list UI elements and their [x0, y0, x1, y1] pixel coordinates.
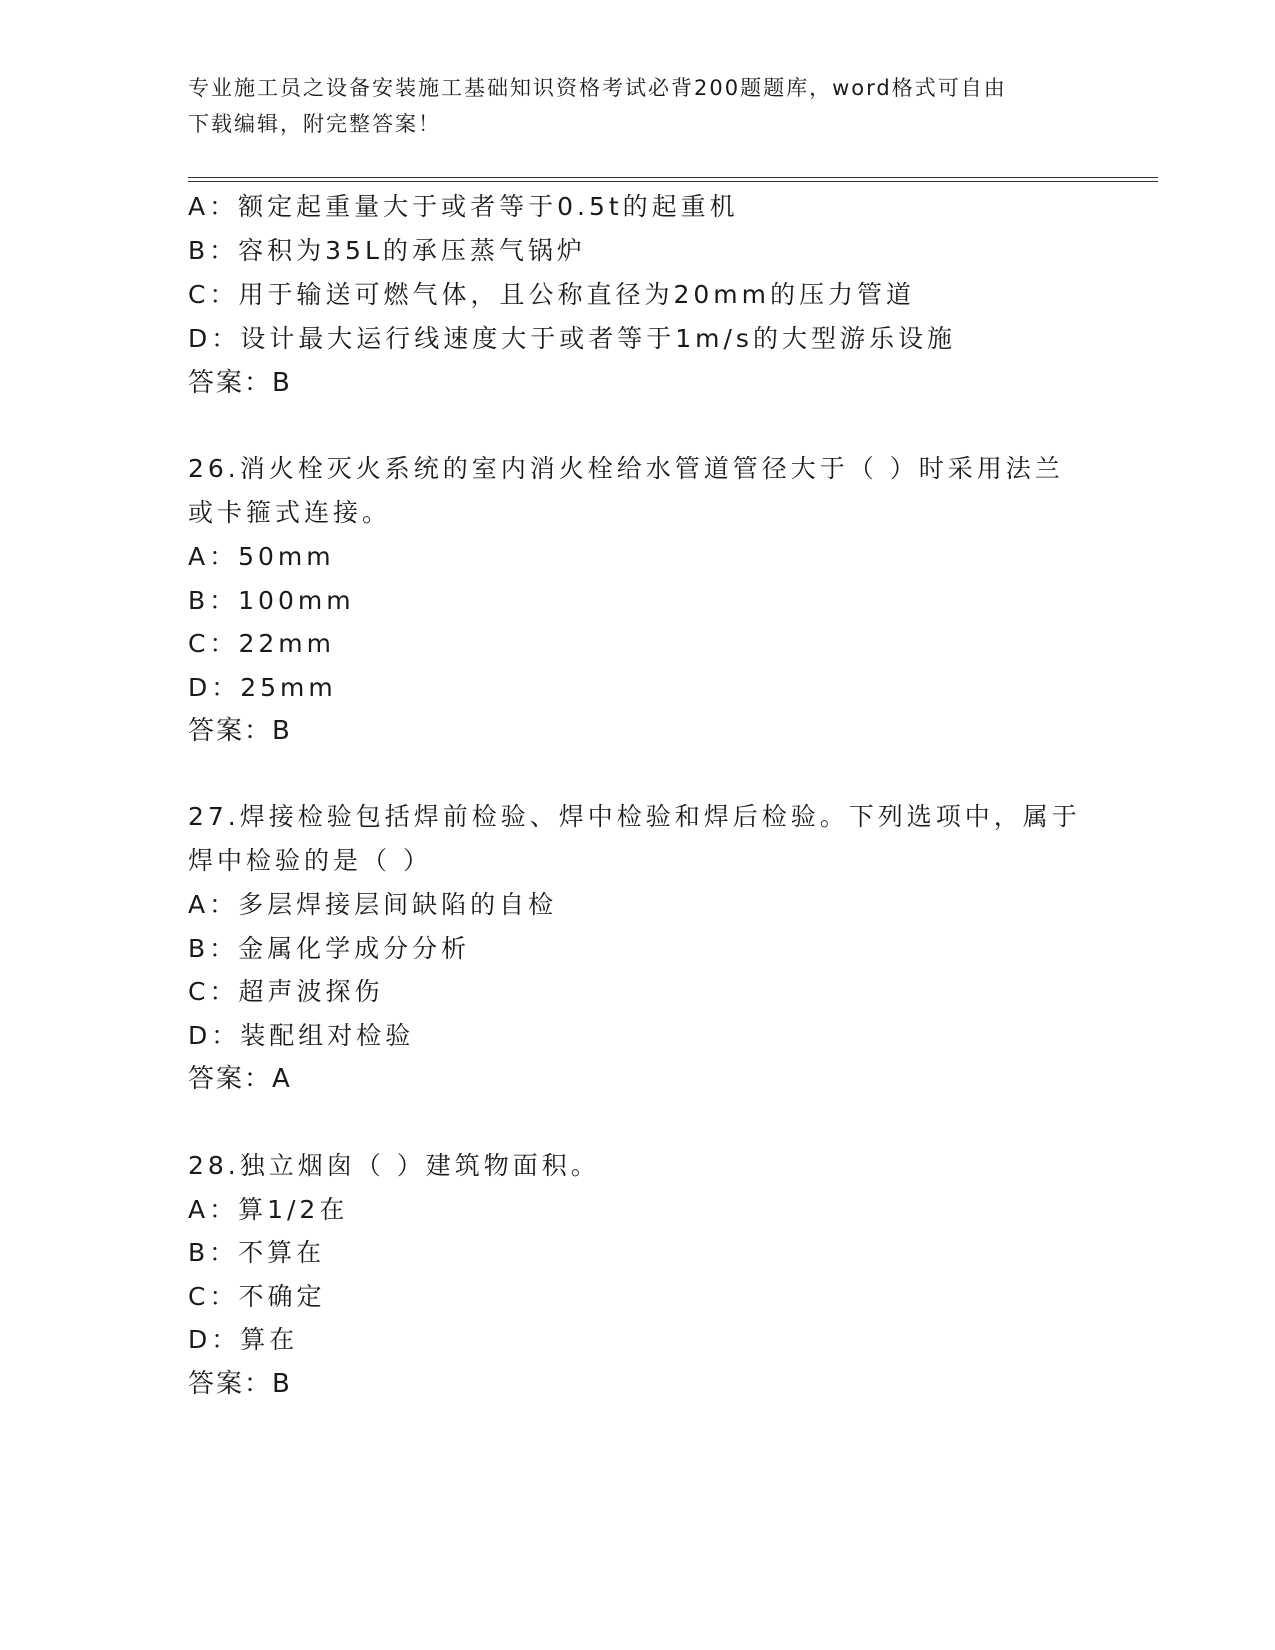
- q26-option-d: D：25mm: [188, 673, 337, 702]
- q26-option-b: B：100mm: [188, 586, 355, 615]
- q27-option-a: A：多层焊接层间缺陷的自检: [188, 890, 558, 919]
- q27-option-d: D：装配组对检验: [188, 1021, 415, 1050]
- header-divider-bottom: [188, 181, 1158, 182]
- q26-answer: 答案：B: [188, 716, 292, 746]
- document-header: [188, 70, 1068, 142]
- q25-answer: 答案：B: [188, 368, 292, 398]
- q28-option-a: A：算1/2在: [188, 1195, 349, 1224]
- q27-stem-line-2: 焊中检验的是（ ）: [188, 846, 432, 875]
- q27-answer: 答案：A: [188, 1064, 292, 1094]
- q26-stem-line-1: 26.消火栓灭火系统的室内消火栓给水管道管径大于（ ）时采用法兰: [188, 454, 1064, 483]
- q28-option-b: B：不算在: [188, 1238, 326, 1267]
- header-intro-line-1: 专业施工员之设备安装施工基础知识资格考试必背200题题库，word格式可自由: [188, 76, 1007, 100]
- q28-option-d: D：算在: [188, 1325, 299, 1354]
- q27-stem-line-1: 27.焊接检验包括焊前检验、焊中检验和焊后检验。下列选项中，属于: [188, 802, 1081, 831]
- q28-stem-line-1: 28.独立烟囱（ ）建筑物面积。: [188, 1151, 600, 1180]
- header-divider-top: [188, 177, 1158, 178]
- q28-option-c: C：不确定: [188, 1282, 326, 1311]
- q28-answer: 答案：B: [188, 1369, 292, 1399]
- q25-option-c: C：用于输送可燃气体，且公称直径为20mm的压力管道: [188, 280, 915, 309]
- q26-stem-line-2: 或卡箍式连接。: [188, 498, 392, 527]
- header-intro-line-2: 下载编辑，附完整答案！: [188, 112, 441, 136]
- q25-option-d: D：设计最大运行线速度大于或者等于1m/s的大型游乐设施: [188, 324, 956, 353]
- q26-option-c: C：22mm: [188, 629, 335, 658]
- q27-option-c: C：超声波探伤: [188, 977, 384, 1006]
- q25-option-b: B：容积为35L的承压蒸气锅炉: [188, 236, 586, 265]
- q25-option-a: A：额定起重量大于或者等于0.5t的起重机: [188, 192, 739, 221]
- q26-option-a: A：50mm: [188, 542, 335, 571]
- q27-option-b: B：金属化学成分分析: [188, 934, 471, 963]
